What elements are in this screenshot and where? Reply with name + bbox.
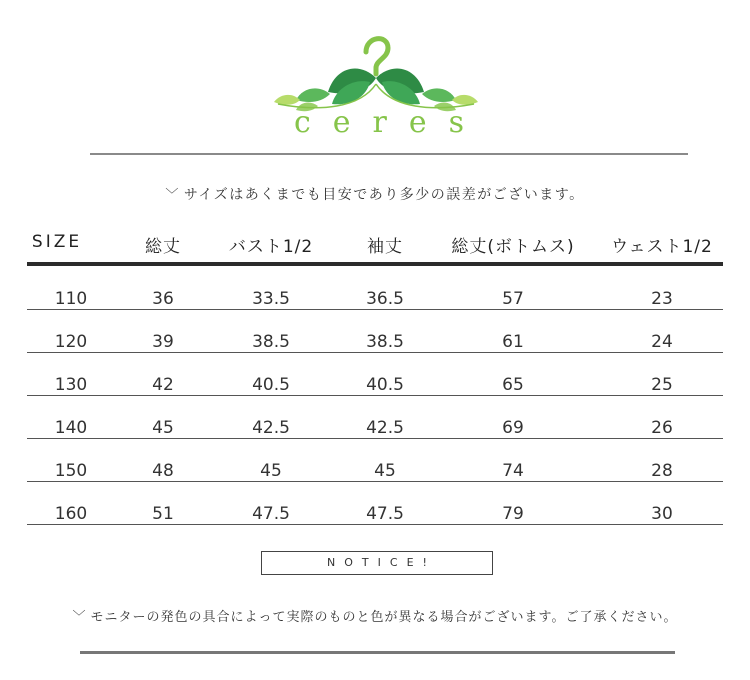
cell-bust: 33.5 — [252, 289, 290, 309]
notice-label: NOTICE! — [261, 551, 493, 575]
cell-sleeve: 42.5 — [366, 418, 404, 438]
cell-bottoms-length: 57 — [502, 289, 524, 309]
cell-waist: 26 — [651, 418, 673, 438]
table-header — [27, 226, 723, 266]
cell-sleeve: 36.5 — [366, 289, 404, 309]
cell-waist: 30 — [651, 504, 673, 524]
chevron-down-icon: ﹀ — [72, 610, 87, 625]
cell-total-length: 36 — [152, 289, 174, 309]
cell-total-length: 48 — [152, 461, 174, 481]
header-sleeve: 袖丈 — [367, 237, 403, 257]
cell-size: 160 — [54, 504, 88, 524]
cell-bottoms-length: 65 — [502, 375, 524, 395]
cell-bust: 47.5 — [252, 504, 290, 524]
cell-bust: 40.5 — [252, 375, 290, 395]
header-size: SIZE — [31, 232, 83, 252]
table-row — [27, 482, 723, 525]
cell-sleeve: 38.5 — [366, 332, 404, 352]
size-disclaimer — [0, 184, 750, 204]
cell-bust: 42.5 — [252, 418, 290, 438]
cell-size: 120 — [54, 332, 88, 352]
cell-sleeve: 45 — [374, 461, 396, 481]
notice-text: モニターの発色の具合によって実際のものと色が異なる場合がございます。ご了承ください。 — [90, 610, 678, 625]
table-row — [27, 439, 723, 482]
table-row — [27, 396, 723, 439]
disclaimer-text: サイズはあくまでも目安であり多少の誤差がございます。 — [183, 187, 585, 203]
cell-bottoms-length: 79 — [502, 504, 524, 524]
cell-size: 140 — [54, 418, 88, 438]
bottom-divider — [80, 651, 675, 654]
cell-bottoms-length: 74 — [502, 461, 524, 481]
cell-total-length: 51 — [152, 504, 174, 524]
table-row — [27, 310, 723, 353]
cell-size: 150 — [54, 461, 88, 481]
cell-waist: 28 — [651, 461, 673, 481]
cell-size: 110 — [54, 289, 88, 309]
cell-sleeve: 40.5 — [366, 375, 404, 395]
table-row — [27, 353, 723, 396]
table-row — [27, 266, 723, 310]
brand-name: ceres — [294, 105, 487, 140]
color-notice — [0, 606, 750, 625]
cell-bottoms-length: 69 — [502, 418, 524, 438]
cell-bottoms-length: 61 — [502, 332, 524, 352]
cell-sleeve: 47.5 — [366, 504, 404, 524]
cell-waist: 25 — [651, 375, 673, 395]
cell-bust: 38.5 — [252, 332, 290, 352]
header-bust: バスト1/2 — [228, 237, 314, 257]
cell-waist: 23 — [651, 289, 673, 309]
header-bottoms-length: 総丈(ボトムス) — [451, 237, 575, 257]
cell-waist: 24 — [651, 332, 673, 352]
cell-size: 130 — [54, 375, 88, 395]
cell-total-length: 42 — [152, 375, 174, 395]
header-total-length: 総丈 — [145, 237, 181, 257]
top-divider — [90, 153, 688, 155]
header-waist: ウェスト1/2 — [611, 237, 713, 257]
chevron-down-icon: ﹀ — [165, 188, 180, 203]
cell-total-length: 45 — [152, 418, 174, 438]
cell-bust: 45 — [260, 461, 282, 481]
size-table — [27, 226, 723, 525]
cell-total-length: 39 — [152, 332, 174, 352]
